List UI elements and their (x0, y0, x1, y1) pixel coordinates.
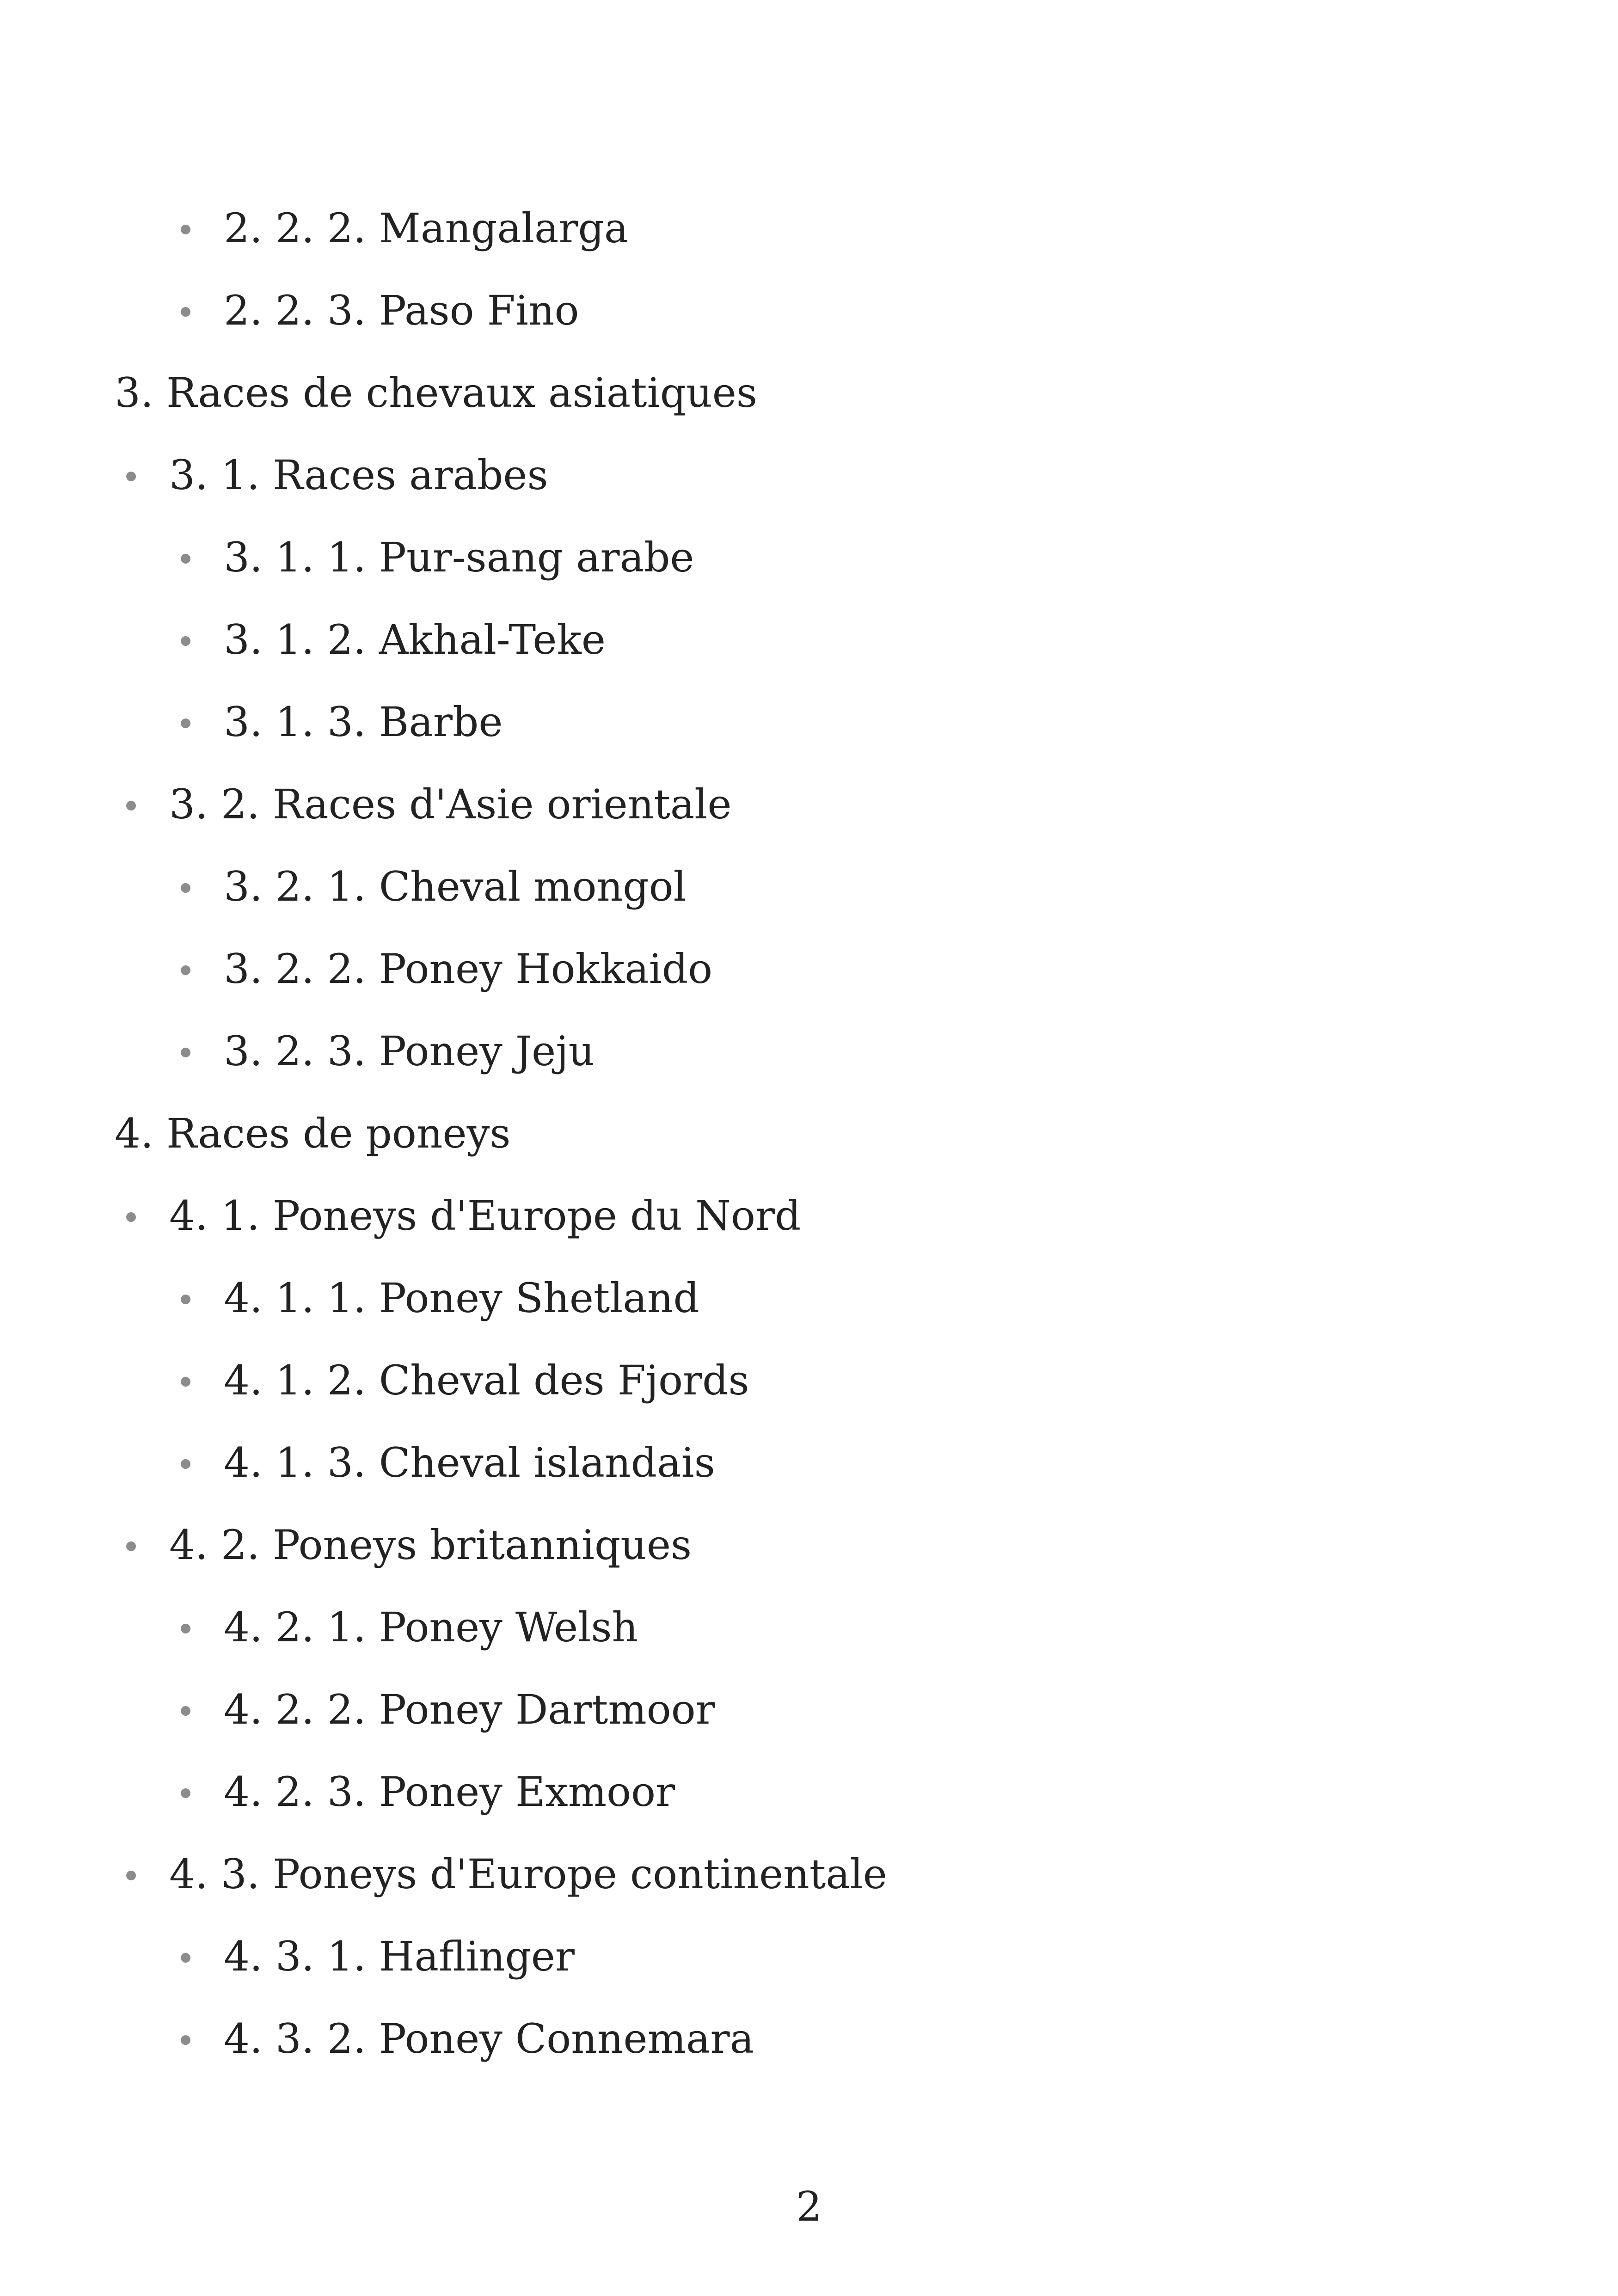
toc-entry-label: 4. 2. 1. Poney Welsh (224, 1603, 638, 1651)
bullet-icon (177, 203, 196, 254)
toc-entry-label: 3. 1. 2. Akhal-Teke (224, 616, 606, 663)
bullet-icon (177, 1684, 196, 1735)
toc-entry-label: 4. 2. 2. Poney Dartmoor (224, 1686, 715, 1733)
toc-entry-label: 4. 1. 1. Poney Shetland (224, 1274, 699, 1322)
toc-entry-label: 3. 1. 1. Pur-sang arabe (224, 534, 694, 581)
bullet-icon (123, 1520, 141, 1571)
bullet-icon (177, 697, 196, 748)
toc-entry-label: 4. Races de poneys (115, 1110, 511, 1157)
toc-entry-label: 3. 2. 1. Cheval mongol (224, 863, 686, 910)
bullet-icon (177, 861, 196, 912)
bullet-icon (177, 1931, 196, 1982)
toc-entry-label: 2. 2. 2. Mangalarga (224, 204, 629, 252)
toc-entry-label: 4. 3. Poneys d'Europe continentale (169, 1850, 887, 1898)
toc-entry-label: 3. Races de chevaux asiatiques (115, 369, 758, 417)
toc-entry-label: 3. 2. 3. Poney Jeju (224, 1027, 595, 1075)
bullet-icon (177, 1437, 196, 1488)
bullet-icon (177, 1767, 196, 1817)
toc-entry-label: 3. 1. 3. Barbe (224, 698, 503, 746)
toc-entry-label: 4. 3. 2. Poney Connemara (224, 2015, 754, 2063)
toc-entry-label: 3. 2. Races d'Asie orientale (169, 780, 732, 828)
toc-entry-label: 4. 1. 3. Cheval islandais (224, 1439, 715, 1486)
bullet-icon (177, 1602, 196, 1653)
bullet-icon (177, 532, 196, 583)
page-number: 2 (796, 2183, 822, 2230)
bullet-icon (177, 1355, 196, 1406)
toc-entry-label: 3. 2. 2. Poney Hokkaido (224, 945, 713, 993)
toc-entry-label: 4. 1. 2. Cheval des Fjords (224, 1357, 749, 1404)
bullet-icon (177, 614, 196, 665)
toc-entry-label: 4. 1. Poneys d'Europe du Nord (169, 1192, 801, 1240)
toc-entry-label: 4. 3. 1. Haflinger (224, 1933, 575, 1980)
toc-entry-label: 4. 2. Poneys britanniques (169, 1521, 692, 1569)
bullet-icon (123, 1191, 141, 1241)
bullet-icon (123, 1849, 141, 1900)
bullet-icon (177, 2014, 196, 2064)
bullet-icon (177, 1026, 196, 1077)
toc-entry-label: 4. 2. 3. Poney Exmoor (224, 1768, 675, 1816)
bullet-icon (177, 285, 196, 336)
toc-entry-label: 3. 1. Races arabes (169, 451, 548, 499)
bullet-icon (123, 450, 141, 501)
bullet-icon (177, 1273, 196, 1324)
bullet-icon (123, 779, 141, 830)
toc-entry-label: 2. 2. 3. Paso Fino (224, 287, 579, 334)
bullet-icon (177, 944, 196, 995)
